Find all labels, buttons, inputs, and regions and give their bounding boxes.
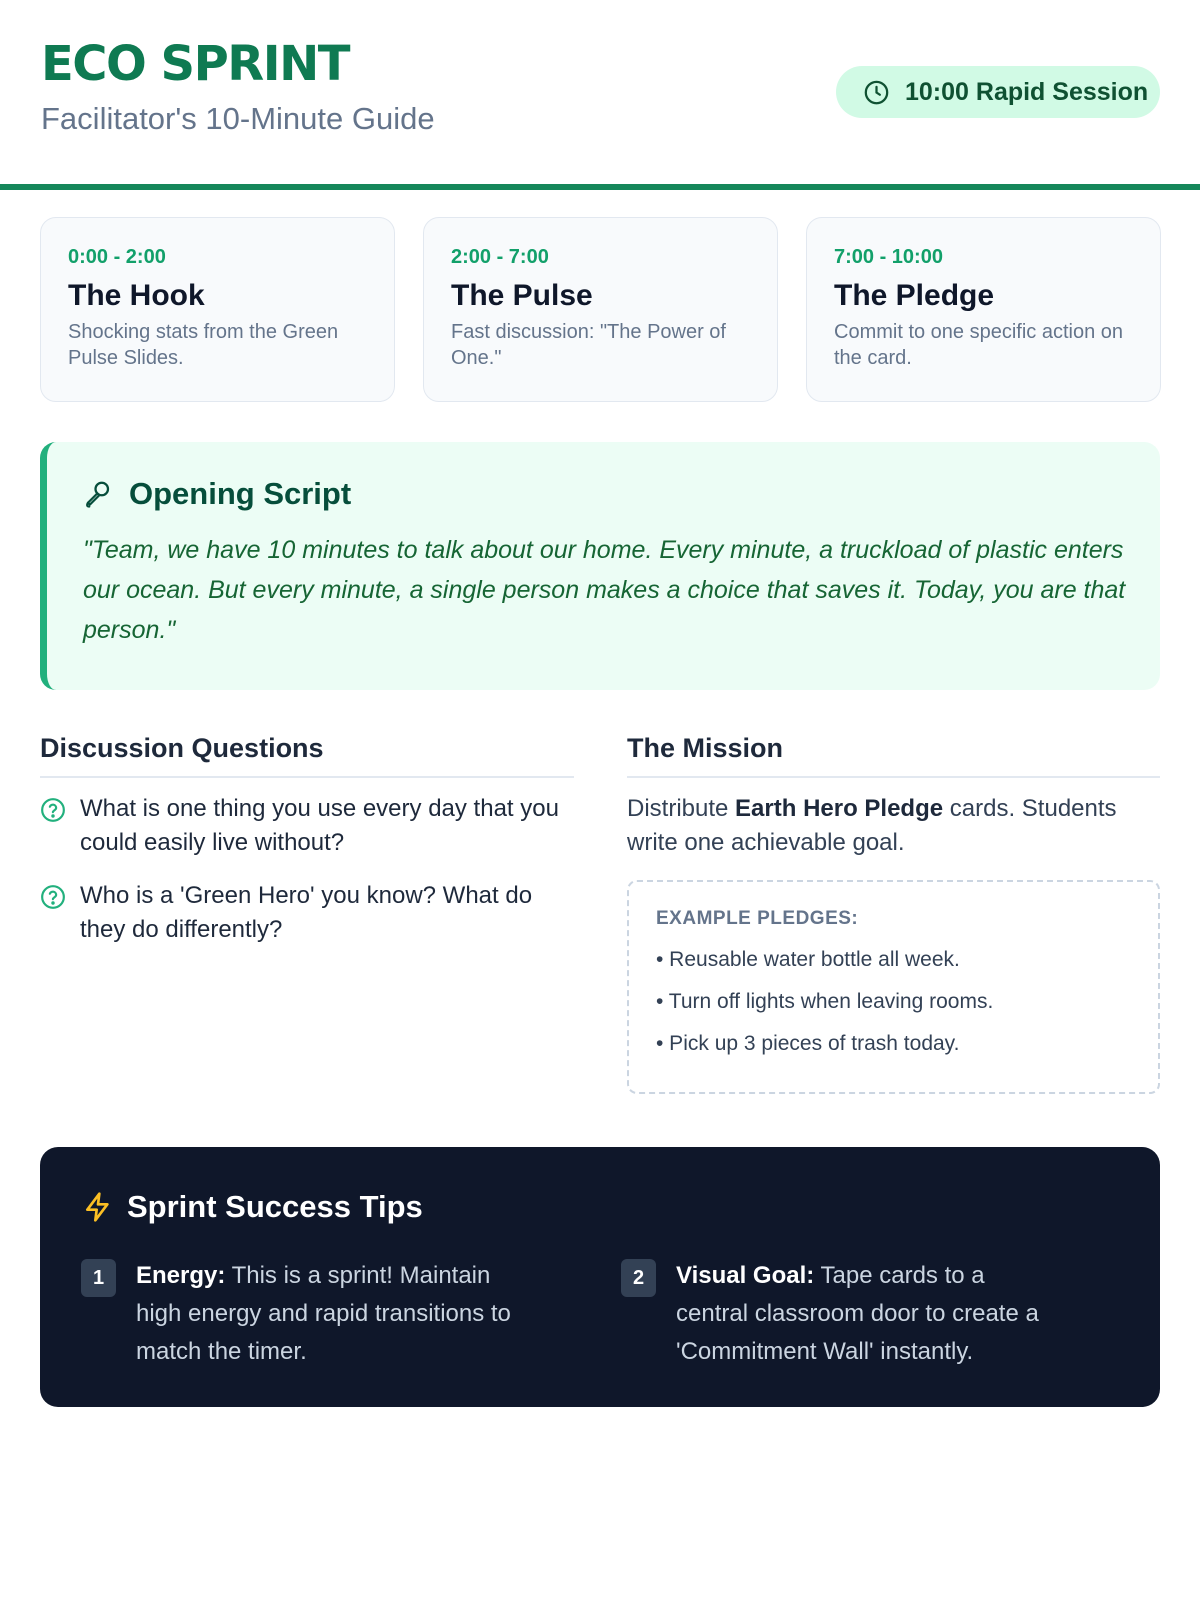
tip-text: This is a sprint! Maintain high energy and rapid transitions to match the timer. xyxy=(136,1262,511,1365)
pledge-item: • Pick up 3 pieces of trash today. xyxy=(656,1032,960,1055)
example-pledges-box xyxy=(627,880,1160,1094)
tip-text: Tape cards to a central classroom door to create a 'Commitment Wall' instantly. xyxy=(676,1262,1039,1365)
tip-body xyxy=(676,1257,1051,1371)
phase-time: 0:00 - 2:00 xyxy=(68,246,166,268)
tip-label: Energy: xyxy=(136,1262,226,1289)
microphone-icon xyxy=(83,479,113,509)
phase-card-hook xyxy=(40,217,395,402)
pledge-item: • Reusable water bottle all week. xyxy=(656,948,960,971)
discussion-title: Discussion Questions xyxy=(40,733,324,763)
session-badge xyxy=(836,66,1160,118)
phase-description: Fast discussion: "The Power of One." xyxy=(451,321,726,369)
phase-card-pledge xyxy=(806,217,1161,402)
phase-time: 7:00 - 10:00 xyxy=(834,246,943,268)
help-circle-icon xyxy=(40,884,66,910)
clock-icon xyxy=(863,79,890,106)
help-circle-icon xyxy=(40,797,66,823)
mission-text-start: Distribute xyxy=(627,795,736,822)
lightning-icon xyxy=(82,1191,114,1223)
phase-card-pulse xyxy=(423,217,778,402)
example-pledges-label: EXAMPLE PLEDGES: xyxy=(656,908,859,929)
discussion-question-text: What is one thing you use every day that you could easily live without? xyxy=(80,795,559,856)
mission-text-highlight: Earth Hero Pledge xyxy=(735,795,944,822)
mission-description xyxy=(627,792,1147,860)
phase-name: The Hook xyxy=(68,279,205,312)
discussion-divider xyxy=(40,776,574,778)
tip-item xyxy=(621,1257,1051,1371)
discussion-question-text: Who is a 'Green Hero' you know? What do they do differently? xyxy=(80,882,533,943)
phase-name: The Pulse xyxy=(451,279,593,312)
tip-item xyxy=(81,1257,511,1371)
page-subtitle: Facilitator's 10-Minute Guide xyxy=(41,101,435,136)
mission-title: The Mission xyxy=(627,733,784,763)
pledge-item: • Turn off lights when leaving rooms. xyxy=(656,990,994,1013)
tip-label: Visual Goal: xyxy=(676,1262,815,1289)
opening-script-panel xyxy=(40,442,1160,690)
mission-divider xyxy=(627,776,1160,778)
page-title: ECO SPRINT xyxy=(41,36,350,92)
discussion-question xyxy=(40,879,580,947)
opening-script-title: Opening Script xyxy=(129,476,352,511)
phase-description: Commit to one specific action on the card. xyxy=(834,321,1124,369)
discussion-question xyxy=(40,792,580,860)
sprint-tips-panel xyxy=(40,1147,1160,1407)
tip-number: 2 xyxy=(621,1259,656,1297)
opening-script-quote: "Team, we have 10 minutes to talk about our home. Every minute, a truckload of plastic enters our ocean. But every minute, a single person makes a choice that saves it. Today, you are that person." xyxy=(83,536,1126,644)
phase-description: Shocking stats from the Green Pulse Slides. xyxy=(68,321,339,369)
tip-body xyxy=(136,1257,511,1371)
session-badge-label: 10:00 Rapid Session xyxy=(905,77,1149,106)
sprint-tips-title: Sprint Success Tips xyxy=(127,1189,423,1224)
page-header xyxy=(0,0,1200,190)
phase-time: 2:00 - 7:00 xyxy=(451,246,549,268)
mission-text-end: cards. Students write one achievable goal. xyxy=(627,795,1117,856)
phase-name: The Pledge xyxy=(834,279,995,312)
tip-number: 1 xyxy=(81,1259,116,1297)
